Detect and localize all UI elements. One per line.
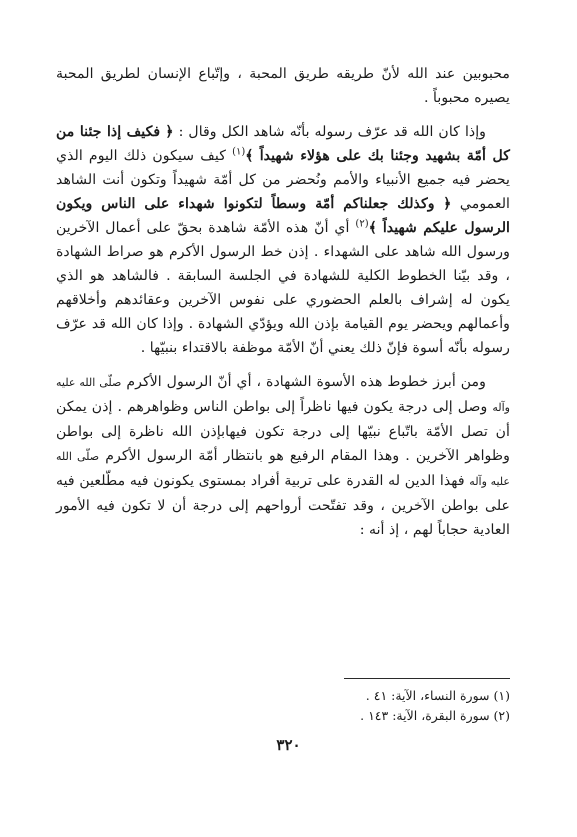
paragraph-2-text-3: أي أنّ هذه الأمّة شاهدة بحقّ على أعمال الآخرين ورسول الله شاهد على الشهداء . إذن خط الرسول الأكرم هو صراط الشهادة ، وقد بيّنا الخطوط الكلية للشهادة في الجلسة السابقة . فالشاهد هو الذي يكون له إشراف بالعلم الحضوري على نفوس الآخرين وعقائدهم وأخلاقهم وأعمالهم ويحضر يوم القيامة بإذن الله ويؤدّي الشهادة . وإذا كان الله قد عرّف رسوله بأنّه أسوة فإنّ ذلك يعني أنّ الأمّة موظفة بالاقتداء بنبيّها . bbox=[56, 220, 510, 356]
honorific-glyph: صلّى الله عليه وآله bbox=[56, 450, 510, 488]
honorific-glyph: صلّى الله عليه وآله bbox=[56, 376, 510, 414]
footnote-ref-1: (١) bbox=[232, 146, 246, 158]
quran-bracket-close: ﴾ bbox=[245, 148, 254, 164]
quran-verse-1: فكيف إذا جئنا من كل أمّة بشهيد وجئنا بك على هؤلاء شهيداً bbox=[56, 124, 510, 164]
footnote-ref-2: (٢) bbox=[355, 218, 369, 230]
quran-bracket-open: ﴿ bbox=[443, 196, 452, 212]
footnote-1: (١) سورة النساء، الآية: ٤١ . bbox=[365, 688, 510, 703]
footnote-divider bbox=[344, 678, 510, 679]
paragraph-2-text-1: وإذا كان الله قد عرّف رسوله بأنّه شاهد الكل وقال : bbox=[178, 124, 487, 140]
paragraph-2 bbox=[56, 120, 510, 360]
paragraph-3-text-2: وصل إلى درجة يكون فيها ناظراً إلى بواطن الناس وظواهرهم . إذن يمكن أن تصل الأمّة باتّباع نبيّها إلى درجة تكون فيهابإذن الله ناظرة إلى بواطن وظواهر الآخرين . وهذا المقام الرفيع هو بانتظار أمّة الرسول الأكرم bbox=[56, 399, 510, 464]
paragraph-3-text-1: ومن أبرز خطوط هذه الأسوة الشهادة ، أي أنّ الرسول الأكرم bbox=[126, 374, 486, 390]
paragraph-3-text-3: فهذا الدين له القدرة على تربية أفراد بمستوى يكونون فيه مطّلعين فيه على بواطن الآخرين ، وقد تفتّحت أرواحهم إلى درجة أن لا تكون فيه الأمور العادية حجاباً لهم ، إذ أنه : bbox=[56, 473, 510, 538]
quran-bracket-open: ﴿ bbox=[165, 124, 174, 140]
body-text bbox=[56, 62, 510, 542]
footnotes bbox=[56, 686, 510, 726]
quran-verse-2: وكذلك جعلناكم أمّة وسطاً لتكونوا شهداء على الناس ويكون الرسول عليكم شهيداً bbox=[56, 196, 510, 236]
page-number: ٣٢٠ bbox=[276, 736, 301, 754]
quran-bracket-close: ﴾ bbox=[368, 220, 377, 236]
paragraph-1: محبوبين عند الله لأنّ طريقه طريق المحبة ، وإتّباع الإنسان لطريق المحبة يصيره محبوباً . bbox=[56, 66, 510, 106]
footnote-2: (٢) سورة البقرة، الآية: ١٤٣ . bbox=[360, 708, 510, 723]
paragraph-3 bbox=[56, 370, 510, 542]
paragraph-2-text-2: كيف سيكون ذلك اليوم الذي يحضر فيه جميع الأنبياء والأمم ونُحضر من كل أمّة شهيداً وتكون أنت الشاهد العمومي bbox=[56, 148, 510, 212]
